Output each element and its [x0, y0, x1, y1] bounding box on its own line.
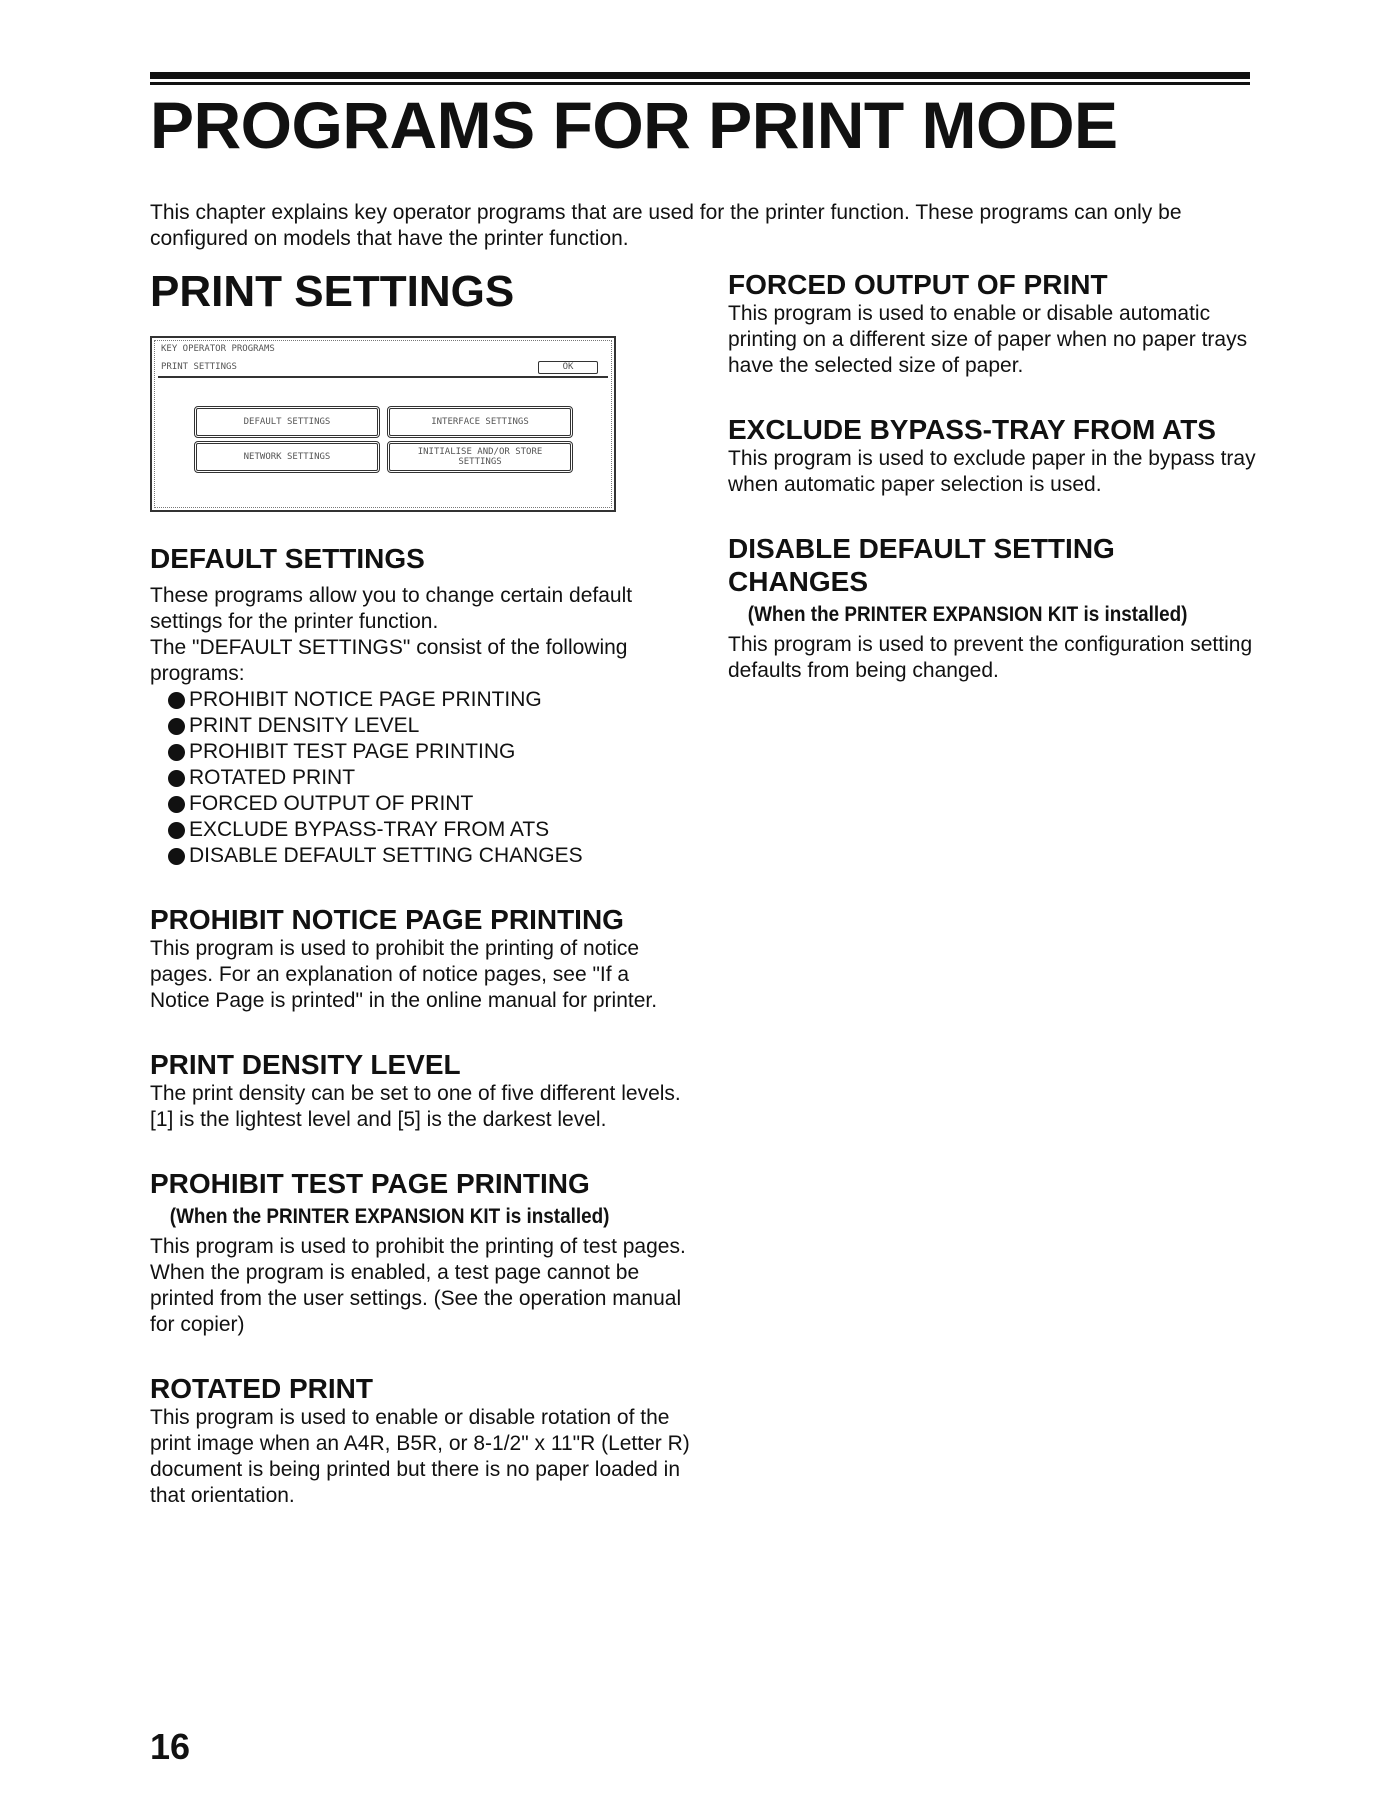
top-rule-thick — [150, 72, 1250, 79]
prohibit-test-heading: PROHIBIT TEST PAGE PRINTING — [150, 1168, 590, 1200]
bullet-icon — [168, 744, 185, 761]
disable-default-heading-line1: DISABLE DEFAULT SETTING — [728, 533, 1115, 564]
right-column — [728, 268, 1268, 684]
forced-output-heading: FORCED OUTPUT OF PRINT — [728, 269, 1108, 300]
network-settings-button[interactable]: NETWORK SETTINGS — [196, 443, 378, 471]
disable-default-section — [728, 532, 1268, 684]
bullet-icon — [168, 848, 185, 865]
rotated-print-section — [150, 1372, 690, 1509]
print-density-section — [150, 1048, 690, 1133]
exclude-bypass-text: This program is used to exclude paper in the bypass tray when automatic paper selection is used. — [728, 447, 1256, 496]
default-settings-heading: DEFAULT SETTINGS — [150, 543, 425, 575]
default-settings-button[interactable]: DEFAULT SETTINGS — [196, 408, 378, 436]
initialise-store-settings-button[interactable] — [389, 443, 571, 471]
exclude-bypass-heading: EXCLUDE BYPASS-TRAY FROM ATS — [728, 414, 1216, 445]
bullet-icon — [168, 770, 185, 787]
rotated-print-text: This program is used to enable or disable rotation of the print image when an A4R, B5R, or 8-1/2" x 11"R (Letter R) document is being printed but there is no paper loaded in that orientation. — [150, 1406, 690, 1508]
print-density-heading: PRINT DENSITY LEVEL — [150, 1049, 461, 1081]
list-item: EXCLUDE BYPASS-TRAY FROM ATS — [168, 817, 690, 843]
prohibit-notice-section — [150, 903, 690, 1014]
list-item: DISABLE DEFAULT SETTING CHANGES — [168, 843, 690, 869]
initialise-button-line2: SETTINGS — [458, 457, 502, 468]
default-settings-p2: The "DEFAULT SETTINGS" consist of the following programs: — [150, 636, 628, 686]
top-rule-thin — [150, 82, 1250, 85]
exclude-bypass-section — [728, 413, 1268, 498]
bullet-icon — [168, 796, 185, 813]
list-item: PROHIBIT NOTICE PAGE PRINTING — [168, 687, 690, 713]
default-settings-p1: These programs allow you to change certain default settings for the printer function. — [150, 584, 633, 634]
prohibit-notice-heading: PROHIBIT NOTICE PAGE PRINTING — [150, 904, 624, 936]
bullet-icon — [168, 822, 185, 839]
screen-header: KEY OPERATOR PROGRAMS — [161, 344, 275, 355]
list-item: PROHIBIT TEST PAGE PRINTING — [168, 739, 690, 765]
screen-title-bar — [158, 360, 608, 378]
ok-button[interactable]: OK — [538, 361, 598, 374]
initialise-button-line1: INITIALISE AND/OR STORE — [417, 447, 543, 458]
prohibit-notice-text: This program is used to prohibit the printing of notice pages. For an explanation of notice pages, see "If a Notice Page is printed" in the online manual for printer. — [150, 937, 658, 1013]
interface-settings-button[interactable]: INTERFACE SETTINGS — [389, 408, 571, 436]
left-column — [150, 268, 690, 1509]
print-settings-screen — [150, 336, 616, 512]
forced-output-text: This program is used to enable or disable automatic printing on a different size of paper when no paper trays have the selected size of paper. — [728, 302, 1248, 377]
default-settings-list — [150, 687, 690, 869]
rotated-print-heading: ROTATED PRINT — [150, 1373, 373, 1405]
chapter-title: PROGRAMS FOR PRINT MODE — [150, 88, 1118, 162]
disable-default-heading — [728, 532, 1268, 598]
page-number: 16 — [150, 1726, 191, 1767]
bullet-icon — [168, 692, 185, 709]
prohibit-test-note: (When the PRINTER EXPANSION KIT is installed) — [169, 1205, 610, 1229]
list-item: ROTATED PRINT — [168, 765, 690, 791]
prohibit-test-p1: This program is used to prohibit the printing of test pages. — [150, 1235, 686, 1259]
bullet-icon — [168, 718, 185, 735]
chapter-intro: This chapter explains key operator programs that are used for the printer function. These programs can only be configured on models that have the printer function. — [150, 201, 1182, 250]
print-density-text: The print density can be set to one of five different levels. [1] is the lightest level and [5] is the darkest level. — [150, 1082, 681, 1132]
list-item: PRINT DENSITY LEVEL — [168, 713, 690, 739]
disable-default-note: (When the PRINTER EXPANSION KIT is installed) — [747, 603, 1188, 626]
disable-default-heading-line2: CHANGES — [728, 566, 869, 597]
prohibit-test-p2: When the program is enabled, a test page cannot be printed from the user settings. (See the operation manual for copier) — [150, 1261, 682, 1337]
forced-output-section — [728, 268, 1268, 379]
default-settings-section — [150, 542, 690, 869]
list-item: FORCED OUTPUT OF PRINT — [168, 791, 690, 817]
prohibit-test-section — [150, 1167, 690, 1338]
screen-title-label: PRINT SETTINGS — [161, 362, 237, 373]
disable-default-text: This program is used to prevent the configuration setting defaults from being changed. — [728, 633, 1253, 682]
print-settings-title: PRINT SETTINGS — [150, 267, 515, 316]
